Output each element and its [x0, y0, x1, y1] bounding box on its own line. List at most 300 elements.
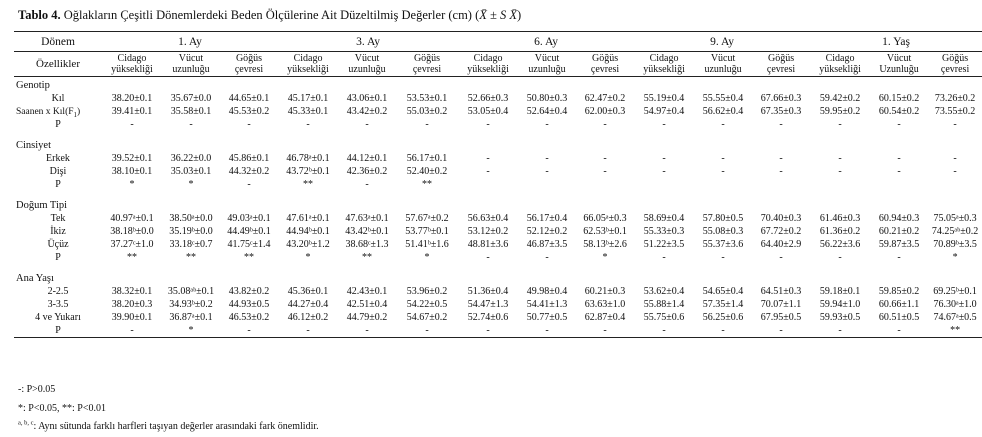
header-measure: [870, 52, 928, 77]
table-row: [14, 225, 982, 238]
table-cell: 74.25ᵃᵇ±0.2: [931, 226, 979, 237]
header-measure: [162, 52, 220, 77]
table-cell: 35.03±0.1: [170, 166, 212, 177]
table-cell: -: [838, 153, 842, 164]
note-letters-text: : Aynı sütunda farklı harfleri taşıyan değerler arasındaki fark önemlidir.: [33, 421, 319, 432]
table-cell: -: [365, 179, 369, 190]
table-cell: 53.77ᵇ±0.1: [405, 226, 449, 237]
header-measure: [576, 52, 634, 77]
table-cell: *: [424, 252, 430, 263]
header-measure-line: yüksekliği: [467, 64, 509, 75]
header-measure-line: çevresi: [234, 64, 264, 75]
table-cell: -: [779, 252, 783, 263]
table-cell: 62.87±0.4: [584, 312, 626, 323]
table-cell: -: [603, 119, 607, 130]
header-measure: [220, 52, 278, 77]
header-measure-line: Vücut: [178, 53, 204, 64]
table-cell: -: [779, 119, 783, 130]
header-measure-line: Cidago: [293, 53, 323, 64]
table-cell: -: [545, 153, 549, 164]
table-cell: -: [576, 324, 634, 338]
header-measure-line: Göğüs: [591, 53, 619, 64]
row-label: P: [14, 324, 102, 338]
table-row: [14, 92, 982, 105]
table-cell: 74.67ᵃ±0.5: [933, 312, 977, 323]
header-measure: [752, 52, 810, 77]
header-measure-line: çevresi: [766, 64, 796, 75]
table-cell: 38.32±0.1: [111, 286, 153, 297]
table-cell: *: [305, 252, 311, 263]
table-cell: 58.13ᵇ±2.6: [583, 239, 627, 250]
table-cell: 63.63±1.0: [584, 299, 626, 310]
table-cell: 59.85±0.2: [878, 286, 920, 297]
table-cell: 42.51±0.4: [346, 299, 388, 310]
caption-label: Tablo 4.: [18, 8, 61, 22]
table-cell: 56.62±0.4: [702, 106, 744, 117]
header-measure-line: yüksekliği: [643, 64, 685, 75]
table-cell: -: [838, 119, 842, 130]
table-cell: 44.49ᵇ±0.1: [227, 226, 271, 237]
table-cell: -: [338, 324, 396, 338]
table-cell: -: [897, 119, 901, 130]
table-cell: -: [189, 119, 193, 130]
row-label: Erkek: [46, 153, 70, 164]
table-cell: -: [102, 324, 162, 338]
note-letters-sup: a, b, c: [18, 419, 34, 427]
header-measure-line: Cidago: [649, 53, 679, 64]
table-cell: **: [928, 324, 982, 338]
header-period-1: 1. Ay: [102, 32, 278, 52]
table-cell: 43.06±0.1: [346, 93, 388, 104]
table-cell: -: [545, 119, 549, 130]
header-measure-line: Cidago: [473, 53, 503, 64]
table-cell: 33.18ᶜ±0.7: [169, 239, 213, 250]
section-header-row: [14, 272, 982, 285]
table-cell: *: [952, 252, 958, 263]
table-cell: -: [603, 153, 607, 164]
row-label: Üçüz: [47, 239, 69, 250]
header-donem: Dönem: [14, 32, 102, 52]
table-cell: 42.36±0.2: [346, 166, 388, 177]
header-measure-line: yüksekliği: [111, 64, 153, 75]
table-cell: -: [425, 119, 429, 130]
table-cell: -: [838, 252, 842, 263]
table-cell: 55.33±0.3: [643, 226, 685, 237]
table-cell: 52.66±0.3: [467, 93, 509, 104]
table-cell: 56.17±0.1: [406, 153, 448, 164]
table-cell: 55.75±0.6: [643, 312, 685, 323]
table-cell: 54.65±0.4: [702, 286, 744, 297]
table-cell: 54.22±0.5: [406, 299, 448, 310]
table-cell: -: [953, 166, 957, 177]
table-cell: 45.53±0.2: [228, 106, 270, 117]
table-cell: 67.35±0.3: [760, 106, 802, 117]
table-cell: -: [721, 153, 725, 164]
table-cell: 57.35±1.4: [702, 299, 744, 310]
table-cell: 58.69±0.4: [643, 213, 685, 224]
table-row: [14, 152, 982, 165]
table-row: [14, 178, 982, 191]
table-cell: 55.08±0.3: [702, 226, 744, 237]
table-cell: -: [662, 166, 666, 177]
table-cell: 38.10±0.1: [111, 166, 153, 177]
table-cell: 60.66±1.1: [878, 299, 920, 310]
table-cell: 60.15±0.2: [878, 93, 920, 104]
table-cell: 41.75ᶜ±1.4: [227, 239, 271, 250]
table-cell: -: [779, 166, 783, 177]
table-row: [14, 298, 982, 311]
section-header-row: [14, 199, 982, 212]
table-cell: 53.53±0.1: [406, 93, 448, 104]
table-cell: 43.42ᵇ±0.1: [345, 226, 389, 237]
table-cell: 43.72ᵇ±0.1: [286, 166, 330, 177]
spacer-cell: [14, 264, 982, 272]
table-cell: -: [721, 119, 725, 130]
spacer-row: [14, 191, 982, 199]
table-cell: [458, 178, 518, 191]
header-measure-line: Cidago: [825, 53, 855, 64]
table-cell: 73.26±0.2: [934, 93, 976, 104]
note-ns: -: P>0.05: [18, 384, 56, 395]
table-cell: 55.88±1.4: [643, 299, 685, 310]
table-cell: -: [486, 119, 490, 130]
table-cell: 45.36±0.1: [287, 286, 329, 297]
table-cell: -: [247, 179, 251, 190]
table-cell: 52.40±0.2: [406, 166, 448, 177]
table-cell: 54.47±1.3: [467, 299, 509, 310]
table-cell: 34.93ᵇ±0.2: [169, 299, 213, 310]
table-cell: 44.32±0.2: [228, 166, 270, 177]
table-cell: 46.12±0.2: [287, 312, 329, 323]
table-cell: 53.62±0.4: [643, 286, 685, 297]
table-cell: 51.22±3.5: [643, 239, 685, 250]
header-measure-line: Vücut: [534, 53, 560, 64]
header-measure-line: Göğüs: [413, 53, 441, 64]
table-cell: 60.54±0.2: [878, 106, 920, 117]
caption-text: Oğlakların Çeşitli Dönemlerdeki Beden Ölçülerine Ait Düzeltilmiş Değerler (cm) (: [60, 8, 480, 22]
table-cell: 39.41±0.1: [111, 106, 153, 117]
table-cell: 55.37±3.6: [702, 239, 744, 250]
table-cell: [810, 178, 870, 191]
table-cell: 70.07±1.1: [760, 299, 802, 310]
table-cell: 61.46±0.3: [819, 213, 861, 224]
table-cell: 35.67±0.0: [170, 93, 212, 104]
spacer-row: [14, 264, 982, 272]
table-cell: 38.20±0.3: [111, 299, 153, 310]
table-cell: 57.80±0.5: [702, 213, 744, 224]
header-measure-line: Göğüs: [942, 53, 969, 64]
table-cell: 38.50ᵃ±0.0: [169, 213, 213, 224]
table-cell: 52.74±0.6: [467, 312, 509, 323]
header-measure-line: uzunluğu: [172, 64, 210, 75]
section-header-row: [14, 79, 982, 92]
table-cell: 44.93±0.5: [228, 299, 270, 310]
table-cell: -: [662, 252, 666, 263]
table-cell: 59.94±1.0: [819, 299, 861, 310]
header-measure: [102, 52, 162, 77]
table-cell: 50.80±0.3: [526, 93, 568, 104]
table-cell: [576, 178, 634, 191]
table-cell: 70.89ᵇ±3.5: [933, 239, 977, 250]
note-significance: *: P<0.05, **: P<0.01: [18, 403, 106, 414]
table-cell: 67.72±0.2: [760, 226, 802, 237]
header-measure-line: uzunluğu: [528, 64, 566, 75]
table-cell: 53.12±0.2: [467, 226, 509, 237]
table-cell: 44.12±0.1: [346, 153, 388, 164]
table-cell: 35.58±0.1: [170, 106, 212, 117]
table-cell: 52.64±0.4: [526, 106, 568, 117]
table-cell: -: [870, 324, 928, 338]
table-cell: -: [694, 324, 752, 338]
table-cell: 54.67±0.2: [406, 312, 448, 323]
header-period-5: 1. Yaş: [810, 32, 982, 52]
table-cell: 42.43±0.1: [346, 286, 388, 297]
table-cell: 46.87±3.5: [526, 239, 568, 250]
table-cell: -: [545, 252, 549, 263]
table-cell: **: [362, 252, 373, 263]
row-label-close: ): [77, 106, 81, 117]
table-cell: -: [634, 324, 694, 338]
table-cell: 40.97ᵃ±0.1: [110, 213, 154, 224]
table-cell: 45.33±0.1: [287, 106, 329, 117]
table-cell: -: [810, 324, 870, 338]
table-cell: -: [130, 119, 134, 130]
table-cell: [752, 178, 810, 191]
table-cell: -: [486, 166, 490, 177]
header-measure-line: çevresi: [412, 64, 442, 75]
table-cell: **: [422, 179, 433, 190]
table-cell: 56.25±0.6: [702, 312, 744, 323]
table-cell: 69.25ᵇ±0.1: [933, 286, 977, 297]
header-measure-line: Göğüs: [235, 53, 263, 64]
table-row: [14, 105, 982, 118]
header-measure: [396, 52, 458, 77]
table-row: [14, 238, 982, 251]
table-row: [14, 311, 982, 324]
table-cell: 46.53±0.2: [228, 312, 270, 323]
table-caption: [18, 8, 521, 23]
table-cell: *: [602, 252, 608, 263]
table-cell: 52.12±0.2: [526, 226, 568, 237]
header-period-4: 9. Ay: [634, 32, 810, 52]
table-cell: 70.40±0.3: [760, 213, 802, 224]
table-cell: [928, 178, 982, 191]
spacer-cell: [14, 191, 982, 199]
spacer-cell: [14, 131, 982, 139]
table-cell: -: [779, 153, 783, 164]
table-row: [14, 212, 982, 225]
table-cell: 73.55±0.2: [934, 106, 976, 117]
row-label: Tek: [50, 213, 66, 224]
table-cell: 51.36±0.4: [467, 286, 509, 297]
table-cell: 57.67ᵃ±0.2: [405, 213, 449, 224]
table-cell: 45.86±0.1: [228, 153, 270, 164]
header-measure-line: çevresi: [590, 64, 620, 75]
header-measure-line: Vücut: [886, 53, 912, 64]
table-cell: -: [486, 252, 490, 263]
table-cell: 64.40±2.9: [760, 239, 802, 250]
header-measure: [810, 52, 870, 77]
table-cell: **: [303, 179, 314, 190]
table-cell: [634, 178, 694, 191]
table-cell: -: [897, 252, 901, 263]
table-cell: 36.22±0.0: [170, 153, 212, 164]
table-cell: 39.52±0.1: [111, 153, 153, 164]
table-cell: 45.17±0.1: [287, 93, 329, 104]
row-label: 3-3.5: [47, 299, 69, 310]
table-cell: -: [838, 166, 842, 177]
table-cell: -: [396, 324, 458, 338]
table-cell: [870, 178, 928, 191]
table-cell: -: [518, 324, 576, 338]
table-cell: 50.77±0.5: [526, 312, 568, 323]
table-cell: 56.17±0.4: [526, 213, 568, 224]
table-row: [14, 324, 982, 338]
header-measure-line: çevresi: [940, 64, 970, 75]
section-title: Doğum Tipi: [16, 200, 68, 211]
table-cell: -: [752, 324, 810, 338]
table-cell: 60.21±0.3: [584, 286, 626, 297]
table-cell: 55.19±0.4: [643, 93, 685, 104]
table-cell: 59.95±0.2: [819, 106, 861, 117]
table-cell: 75.05ᵃ±0.3: [933, 213, 977, 224]
table-cell: 43.42±0.2: [346, 106, 388, 117]
header-measure: [694, 52, 752, 77]
header-period-2: 3. Ay: [278, 32, 458, 52]
table-cell: 56.63±0.4: [467, 213, 509, 224]
table-cell: -: [897, 166, 901, 177]
row-label-text: Saanen x Kıl(F: [16, 106, 74, 117]
header-row-periods: [14, 32, 982, 52]
header-measure-line: uzunluğu: [348, 64, 386, 75]
table-cell: -: [662, 119, 666, 130]
table-cell: 44.94ᵇ±0.1: [286, 226, 330, 237]
row-label: P: [55, 119, 61, 130]
row-label: Kıl: [51, 93, 65, 104]
header-measure-line: uzunluğu: [704, 64, 742, 75]
table-cell: 62.00±0.3: [584, 106, 626, 117]
row-label: Dişi: [49, 166, 67, 177]
table-cell: -: [247, 119, 251, 130]
table-cell: 46.78ᵃ±0.1: [286, 153, 330, 164]
table-cell: 61.36±0.2: [819, 226, 861, 237]
table-cell: 39.90±0.1: [111, 312, 153, 323]
table-cell: *: [162, 324, 220, 338]
table-row: [14, 118, 982, 131]
header-period-3: 6. Ay: [458, 32, 634, 52]
table-cell: 56.22±3.6: [819, 239, 861, 250]
table-cell: 44.27±0.4: [287, 299, 329, 310]
table-cell: 35.19ᵇ±0.0: [169, 226, 213, 237]
header-measure-line: Uzunluğu: [879, 64, 919, 75]
table-cell: 76.30ᵃ±1.0: [933, 299, 977, 310]
table-cell: 49.98±0.4: [526, 286, 568, 297]
row-label: P: [55, 252, 61, 263]
table-cell: *: [188, 179, 194, 190]
table-cell: 44.79±0.2: [346, 312, 388, 323]
table-cell: 67.95±0.5: [760, 312, 802, 323]
table-cell: 59.18±0.1: [819, 286, 861, 297]
row-label: İkiz: [50, 226, 66, 237]
table-cell: 62.47±0.2: [584, 93, 626, 104]
table-cell: 44.65±0.1: [228, 93, 270, 104]
row-label: 2-2.5: [47, 286, 69, 297]
table-cell: [694, 178, 752, 191]
table-cell: 51.41ᵇ±1.6: [405, 239, 449, 250]
table-cell: 43.82±0.2: [228, 286, 270, 297]
table-cell: 66.05ᵃ±0.3: [583, 213, 627, 224]
row-label: 4 ve Yukarı: [35, 312, 81, 323]
table-row: [14, 251, 982, 264]
table-cell: 47.61ᵃ±0.1: [286, 213, 330, 224]
section-title: Ana Yaşı: [16, 273, 54, 284]
table-cell: 64.51±0.3: [760, 286, 802, 297]
table-cell: -: [545, 166, 549, 177]
header-measure: [278, 52, 338, 77]
table-cell: 49.03ᵃ±0.1: [227, 213, 271, 224]
header-measure-line: Vücut: [354, 53, 380, 64]
header-measure: [928, 52, 982, 77]
table-cell: 54.41±1.3: [526, 299, 568, 310]
table-cell: 43.20ᵇ±1.2: [286, 239, 330, 250]
table-cell: *: [129, 179, 135, 190]
table-cell: **: [244, 252, 254, 263]
table-cell: -: [278, 324, 338, 338]
table-cell: 67.66±0.3: [760, 93, 802, 104]
table-cell: 47.63ᵃ±0.1: [345, 213, 389, 224]
section-header-row: [14, 139, 982, 152]
header-measure-line: yüksekliği: [819, 64, 861, 75]
header-measure: [634, 52, 694, 77]
table-cell: 38.68ᶜ±1.3: [345, 239, 389, 250]
table-cell: -: [486, 153, 490, 164]
header-ozellikler: Özellikler: [14, 52, 102, 77]
table-cell: 53.96±0.2: [406, 286, 448, 297]
table-cell: 54.97±0.4: [643, 106, 685, 117]
row-label: [14, 105, 102, 118]
section-title: Genotip: [16, 80, 50, 91]
table-cell: -: [458, 324, 518, 338]
table-cell: -: [365, 119, 369, 130]
table-cell: 60.51±0.5: [878, 312, 920, 323]
header-measure-line: Vücut: [710, 53, 736, 64]
table-cell: 38.18ᵇ±0.0: [110, 226, 154, 237]
table-cell: 62.53ᵇ±0.1: [583, 226, 627, 237]
table-cell: -: [897, 153, 901, 164]
table-cell: 59.42±0.2: [819, 93, 861, 104]
row-label: P: [55, 179, 61, 190]
table-cell: 59.87±3.5: [878, 239, 920, 250]
table-cell: -: [306, 119, 310, 130]
header-measure-line: yüksekliği: [287, 64, 329, 75]
table-cell: -: [953, 153, 957, 164]
table-cell: 38.20±0.1: [111, 93, 153, 104]
table-cell: 55.03±0.2: [406, 106, 448, 117]
table-cell: 60.21±0.2: [878, 226, 920, 237]
table-cell: 59.93±0.5: [819, 312, 861, 323]
header-measure: [458, 52, 518, 77]
table-cell: -: [721, 252, 725, 263]
table-row: [14, 285, 982, 298]
table-cell: -: [220, 324, 278, 338]
table-cell: -: [603, 166, 607, 177]
note-letters: [18, 421, 319, 432]
header-measure-line: Göğüs: [767, 53, 795, 64]
caption-close: ): [517, 8, 522, 22]
table-cell: 60.94±0.3: [878, 213, 920, 224]
data-table: [14, 31, 982, 338]
caption-formula: X̄ ± S X̄: [479, 8, 518, 22]
